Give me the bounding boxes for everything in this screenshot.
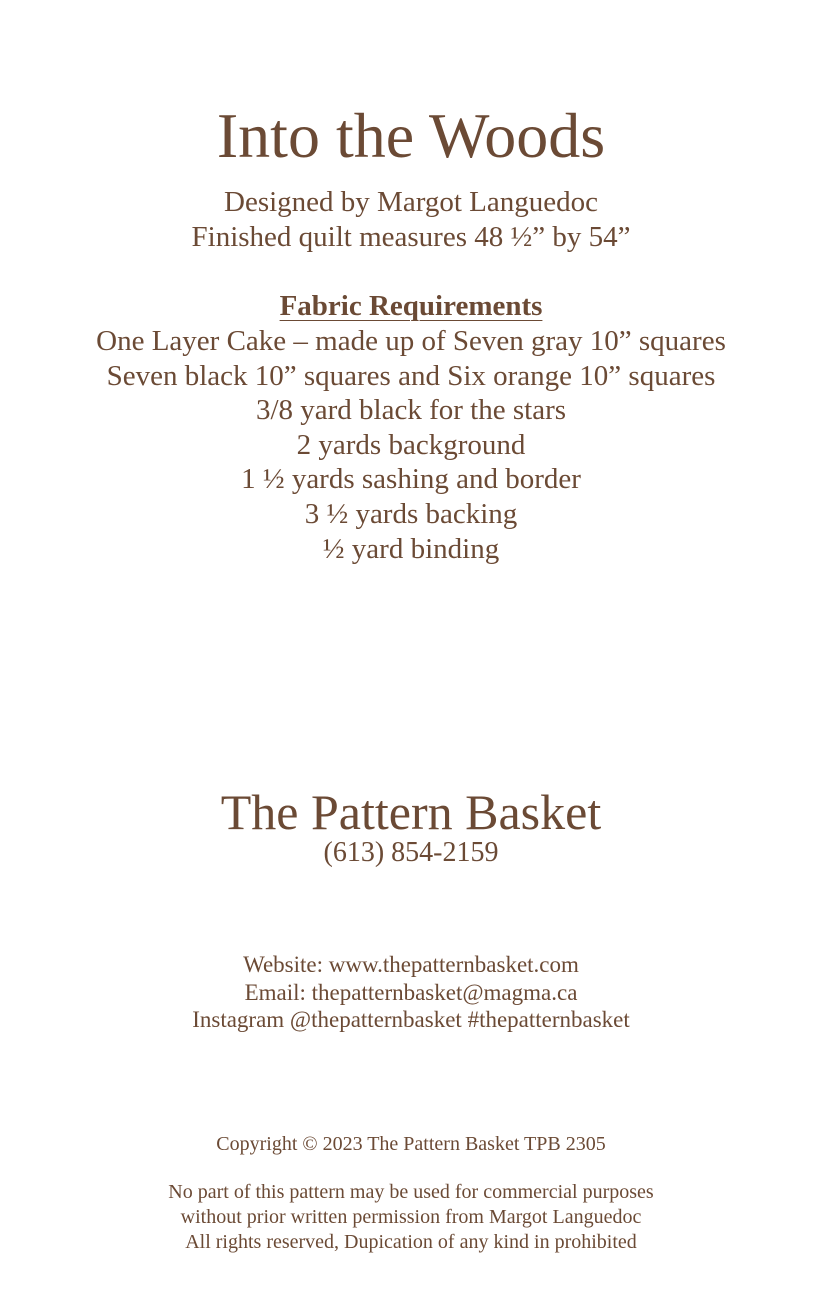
fabric-requirements-heading-text: Fabric Requirements bbox=[279, 290, 543, 322]
pattern-title: Into the Woods bbox=[216, 100, 606, 171]
notice-line: All rights reserved, Dupication of any kind in prohibited bbox=[185, 1231, 637, 1253]
list-item: 3 ½ yards backing bbox=[304, 497, 518, 530]
email-text: Email: thepatternbasket@magma.ca bbox=[244, 979, 578, 1005]
copyright-text: Copyright © 2023 The Pattern Basket TPB 2305 bbox=[216, 1133, 606, 1155]
website-text: Website: www.thepatternbasket.com bbox=[243, 952, 579, 977]
fabric-requirements-heading bbox=[0, 289, 822, 324]
instagram-text: Instagram @thepatternbasket #thepatternbasket bbox=[192, 1007, 630, 1032]
list-item: Seven black 10” squares and Six orange 10” squares bbox=[106, 359, 716, 392]
contact-info bbox=[0, 951, 822, 1034]
company-phone: (613) 854-2159 bbox=[323, 837, 499, 868]
list-item: ½ yard binding bbox=[322, 532, 500, 565]
notice-line: No part of this pattern may be used for commercial purposes bbox=[168, 1181, 654, 1203]
list-item: One Layer Cake – made up of Seven gray 10” squares bbox=[96, 325, 726, 357]
fabric-requirements-list bbox=[0, 324, 822, 566]
list-item: 2 yards background bbox=[296, 428, 526, 461]
company-name: The Pattern Basket bbox=[220, 784, 602, 840]
notice-line: without prior written permission from Margot Languedoc bbox=[180, 1206, 642, 1228]
list-item: 3/8 yard black for the stars bbox=[255, 394, 567, 427]
list-item: 1 ½ yards sashing and border bbox=[241, 463, 581, 496]
finished-size: Finished quilt measures 48 ½” by 54” bbox=[191, 221, 631, 253]
designer-credit: Designed by Margot Languedoc bbox=[224, 186, 598, 218]
rights-notice bbox=[0, 1180, 822, 1255]
